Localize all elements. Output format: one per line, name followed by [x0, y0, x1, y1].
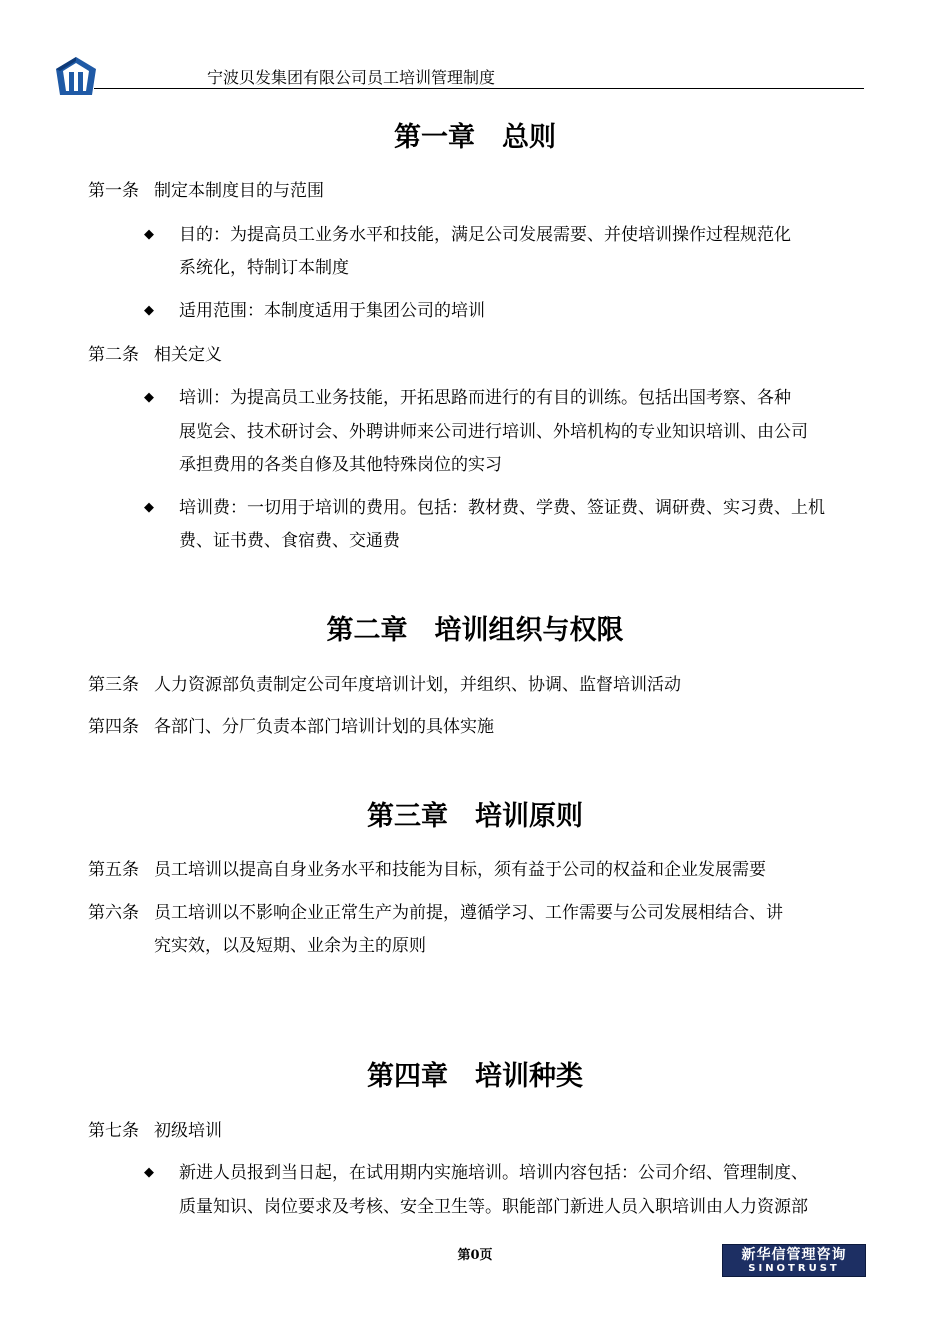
article-text: 员工培训以提高自身业务水平和技能为目标，须有益于公司的权益和企业发展需要	[154, 860, 766, 880]
article-number: 第三条	[88, 675, 139, 695]
article-7	[88, 1120, 222, 1142]
logo-en-text: SINOTRUST	[748, 1263, 840, 1274]
chapter-1-title: 第一章 总则	[394, 122, 556, 153]
bullet-training-line-2: 展览会、技术研讨会、外聘讲师来公司进行培训、外培机构的专业知识培训、由公司	[179, 422, 808, 442]
article-text: 相关定义	[154, 345, 222, 365]
bullet-diamond-icon: ◆	[144, 227, 154, 242]
sinotrust-logo	[722, 1244, 866, 1277]
article-number: 第六条	[88, 903, 139, 923]
article-number: 第四条	[88, 717, 139, 737]
bullet-scope-line-1: 适用范围：本制度适用于集团公司的培训	[179, 301, 485, 321]
bullet-newhire-line-2: 质量知识、岗位要求及考核、安全卫生等。职能部门新进人员入职培训由人力资源部	[179, 1197, 808, 1217]
page-number: 第0页	[457, 1248, 493, 1263]
company-logo-icon	[54, 55, 98, 99]
logo-cn-text: 新华信管理咨询	[741, 1247, 847, 1263]
bullet-training-line-1: 培训：为提高员工业务技能，开拓思路而进行的有目的训练。包括出国考察、各种	[179, 388, 791, 408]
bullet-diamond-icon: ◆	[144, 1165, 154, 1180]
article-1	[88, 180, 324, 202]
bullet-fee-line-2: 费、证书费、食宿费、交通费	[179, 531, 400, 551]
bullet-newhire-line-1: 新进人员报到当日起，在试用期内实施培训。培训内容包括：公司介绍、管理制度、	[179, 1163, 808, 1183]
article-text: 制定本制度目的与范围	[154, 181, 324, 201]
header-rule	[94, 88, 864, 89]
bullet-diamond-icon: ◆	[144, 303, 154, 318]
article-text: 各部门、分厂负责本部门培训计划的具体实施	[154, 717, 494, 737]
article-5	[88, 859, 766, 881]
article-2	[88, 344, 222, 366]
bullet-purpose-line-1: 目的：为提高员工业务水平和技能，满足公司发展需要、并使培训操作过程规范化	[179, 225, 791, 245]
article-text: 人力资源部负责制定公司年度培训计划，并组织、协调、监督培训活动	[154, 675, 681, 695]
article-number: 第二条	[88, 345, 139, 365]
article-4	[88, 716, 494, 738]
bullet-purpose-line-2: 系统化，特制订本制度	[179, 258, 349, 278]
article-6-line-2: 究实效，以及短期、业余为主的原则	[154, 936, 426, 956]
article-number: 第五条	[88, 860, 139, 880]
article-text-line-1: 员工培训以不影响企业正常生产为前提，遵循学习、工作需要与公司发展相结合、讲	[154, 903, 783, 923]
article-number: 第一条	[88, 181, 139, 201]
chapter-3-title: 第三章 培训原则	[367, 801, 583, 832]
bullet-diamond-icon: ◆	[144, 500, 154, 515]
chapter-2-title: 第二章 培训组织与权限	[326, 615, 624, 646]
bullet-training-line-3: 承担费用的各类自修及其他特殊岗位的实习	[179, 455, 502, 475]
document-header-title: 宁波贝发集团有限公司员工培训管理制度	[207, 68, 496, 87]
article-3	[88, 674, 681, 696]
article-text: 初级培训	[154, 1121, 222, 1141]
bullet-diamond-icon: ◆	[144, 390, 154, 405]
article-number: 第七条	[88, 1121, 139, 1141]
bullet-fee-line-1: 培训费：一切用于培训的费用。包括：教材费、学费、签证费、调研费、实习费、上机	[179, 498, 825, 518]
article-6	[88, 902, 783, 924]
chapter-4-title: 第四章 培训种类	[367, 1061, 583, 1092]
